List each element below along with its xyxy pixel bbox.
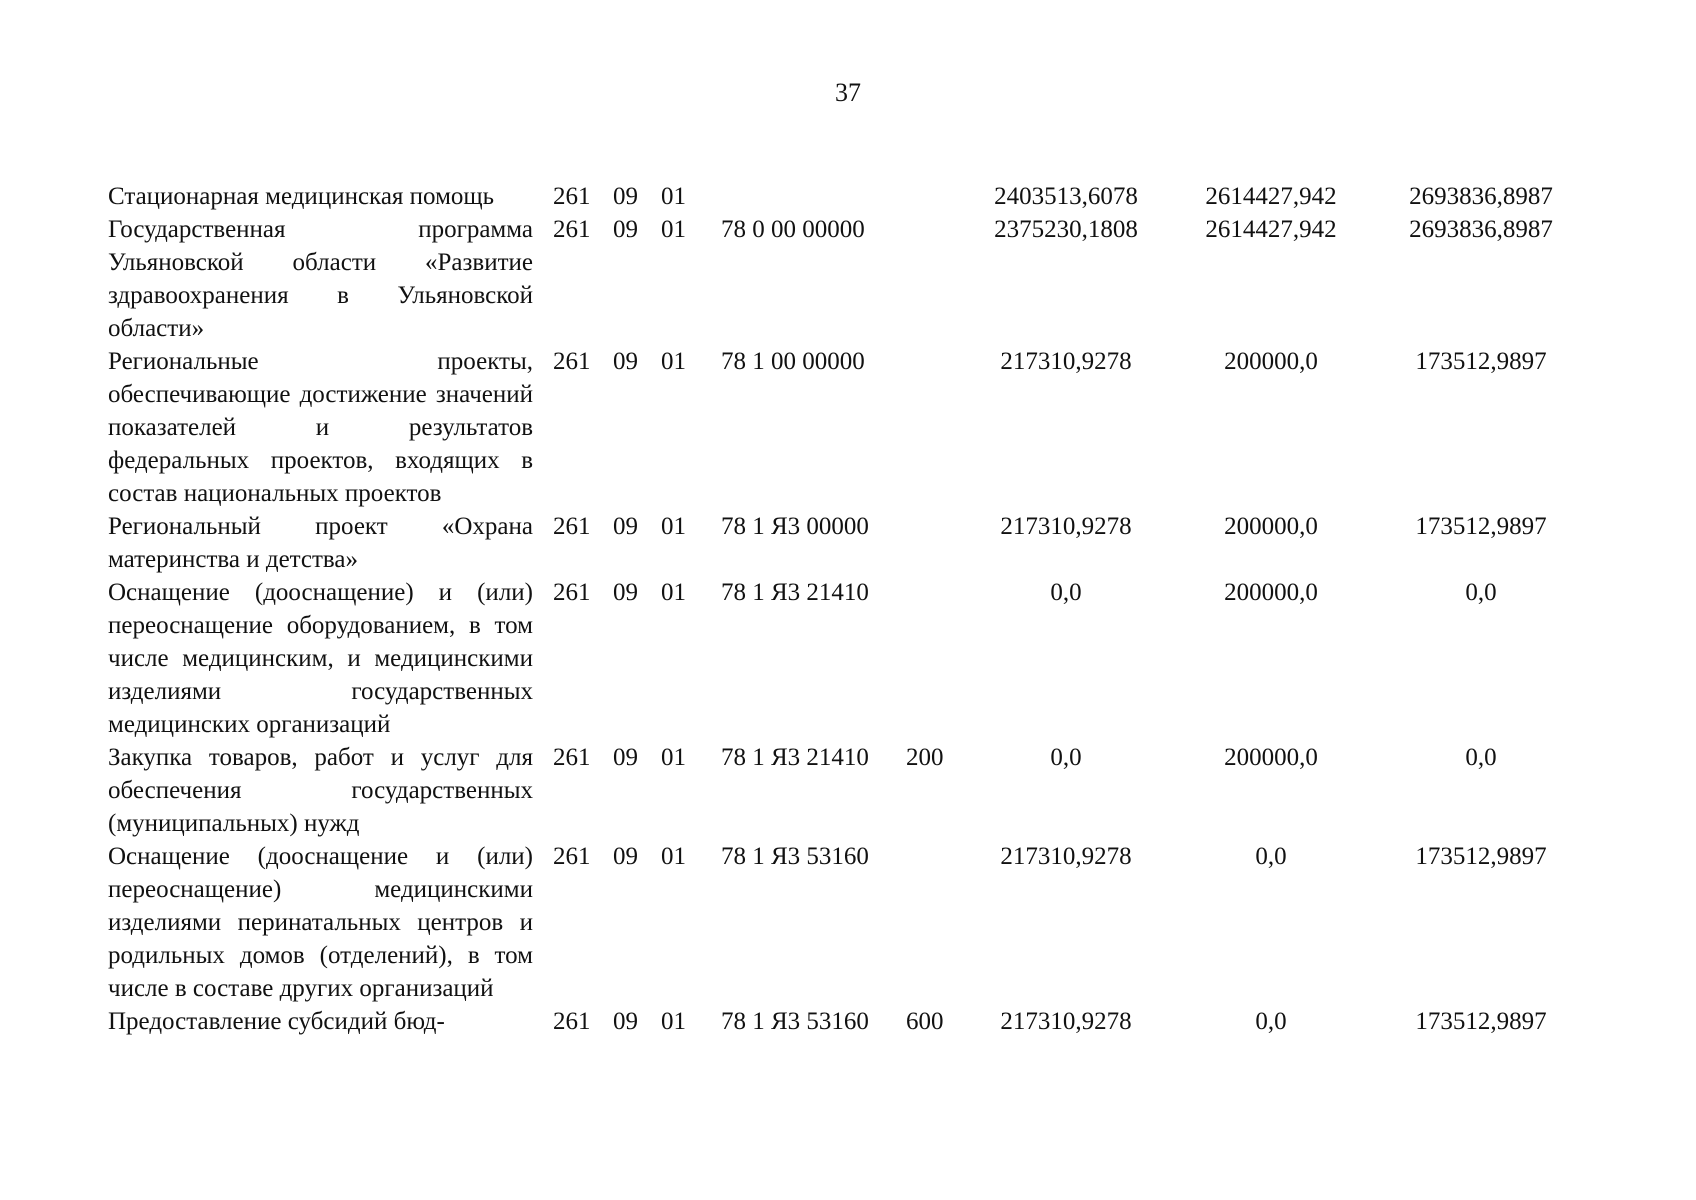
row-amount-2: 0,0 <box>1255 1008 1287 1035</box>
budget-table <box>108 180 1586 1038</box>
table-row <box>108 510 1586 576</box>
row-name: Закупка товаров, работ и услуг для обеспечения государственных (муниципальных) нужд <box>108 744 533 837</box>
row-subsection-code: 01 <box>661 579 686 606</box>
row-expense-type <box>906 576 966 741</box>
row-amount-2: 200000,0 <box>1224 579 1318 606</box>
row-expense-type <box>906 840 966 1005</box>
row-amount-3: 2693836,8987 <box>1409 216 1553 243</box>
row-subsection-code: 01 <box>661 183 686 210</box>
row-amount-1: 2375230,1808 <box>994 216 1138 243</box>
row-amount-3: 0,0 <box>1465 579 1497 606</box>
row-target-article: 78 1 Я3 53160 <box>721 843 869 870</box>
row-target-article: 78 1 Я3 53160 <box>721 1008 869 1035</box>
row-section-code: 09 <box>613 843 638 870</box>
row-subsection-code: 01 <box>661 513 686 540</box>
row-subsection-code: 01 <box>661 744 686 771</box>
table-row <box>108 576 1586 741</box>
row-gr-code: 261 <box>553 744 591 771</box>
table-row <box>108 741 1586 840</box>
row-name: Региональный проект «Охрана материнства и детства» <box>108 513 533 573</box>
row-gr-code: 261 <box>553 843 591 870</box>
row-gr-code: 261 <box>553 579 591 606</box>
row-amount-1: 0,0 <box>1050 744 1082 771</box>
row-amount-2: 200000,0 <box>1224 513 1318 540</box>
row-expense-type <box>906 213 966 345</box>
row-target-article: 78 1 Я3 21410 <box>721 579 869 606</box>
row-gr-code: 261 <box>553 216 591 243</box>
row-target-article: 78 1 Я3 21410 <box>721 744 869 771</box>
row-amount-1: 217310,9278 <box>1000 348 1132 375</box>
table-row <box>108 840 1586 1005</box>
row-expense-type <box>906 345 966 510</box>
row-name: Предоставление субсидий бюд- <box>108 1008 445 1035</box>
row-gr-code: 261 <box>553 348 591 375</box>
row-expense-type: 600 <box>906 1008 944 1035</box>
row-target-article <box>721 180 906 213</box>
table-row <box>108 213 1586 345</box>
row-gr-code: 261 <box>553 1008 591 1035</box>
row-gr-code: 261 <box>553 513 591 540</box>
row-amount-3: 173512,9897 <box>1415 348 1547 375</box>
row-section-code: 09 <box>613 513 638 540</box>
row-amount-1: 0,0 <box>1050 579 1082 606</box>
row-expense-type <box>906 180 966 213</box>
row-name: Оснащение (дооснащение и (или) переоснащение) медицинскими изделиями перинатальных центров и родильных домов (отделений), в том числе в составе других организаций <box>108 843 533 1002</box>
row-amount-1: 217310,9278 <box>1000 843 1132 870</box>
row-subsection-code: 01 <box>661 348 686 375</box>
row-target-article: 78 1 00 00000 <box>721 348 865 375</box>
row-subsection-code: 01 <box>661 1008 686 1035</box>
row-amount-1: 217310,9278 <box>1000 513 1132 540</box>
row-subsection-code: 01 <box>661 216 686 243</box>
row-section-code: 09 <box>613 348 638 375</box>
row-name: Стационарная медицинская помощь <box>108 183 495 210</box>
row-expense-type: 200 <box>906 744 944 771</box>
row-section-code: 09 <box>613 1008 638 1035</box>
row-target-article: 78 1 Я3 00000 <box>721 513 869 540</box>
table-row <box>108 180 1586 213</box>
page-number: 37 <box>835 78 861 107</box>
row-amount-3: 173512,9897 <box>1415 843 1547 870</box>
table-row <box>108 345 1586 510</box>
row-section-code: 09 <box>613 579 638 606</box>
row-amount-1: 217310,9278 <box>1000 1008 1132 1035</box>
row-amount-2: 200000,0 <box>1224 348 1318 375</box>
row-subsection-code: 01 <box>661 843 686 870</box>
table-row <box>108 1005 1586 1038</box>
row-amount-2: 200000,0 <box>1224 744 1318 771</box>
row-amount-2: 0,0 <box>1255 843 1287 870</box>
row-amount-2: 2614427,942 <box>1205 216 1337 243</box>
row-name: Региональные проекты, обеспечивающие достижение значений показателей и результатов федеральных проектов, входящих в состав национальных проектов <box>108 348 533 507</box>
budget-table-body <box>108 180 1586 1038</box>
row-amount-3: 2693836,8987 <box>1409 183 1553 210</box>
row-name: Оснащение (дооснащение) и (или) переоснащение оборудованием, в том числе медицинским, и медицинскими изделиями государственных медицинских организаций <box>108 579 533 738</box>
row-gr-code: 261 <box>553 183 591 210</box>
row-section-code: 09 <box>613 744 638 771</box>
row-amount-2: 2614427,942 <box>1205 183 1337 210</box>
row-name: Государственная программа Ульяновской области «Развитие здравоохранения в Ульяновской области» <box>108 216 533 342</box>
row-amount-1: 2403513,6078 <box>994 183 1138 210</box>
row-section-code: 09 <box>613 183 638 210</box>
row-amount-3: 173512,9897 <box>1415 1008 1547 1035</box>
row-section-code: 09 <box>613 216 638 243</box>
row-target-article: 78 0 00 00000 <box>721 216 865 243</box>
row-amount-3: 173512,9897 <box>1415 513 1547 540</box>
row-expense-type <box>906 510 966 576</box>
row-amount-3: 0,0 <box>1465 744 1497 771</box>
